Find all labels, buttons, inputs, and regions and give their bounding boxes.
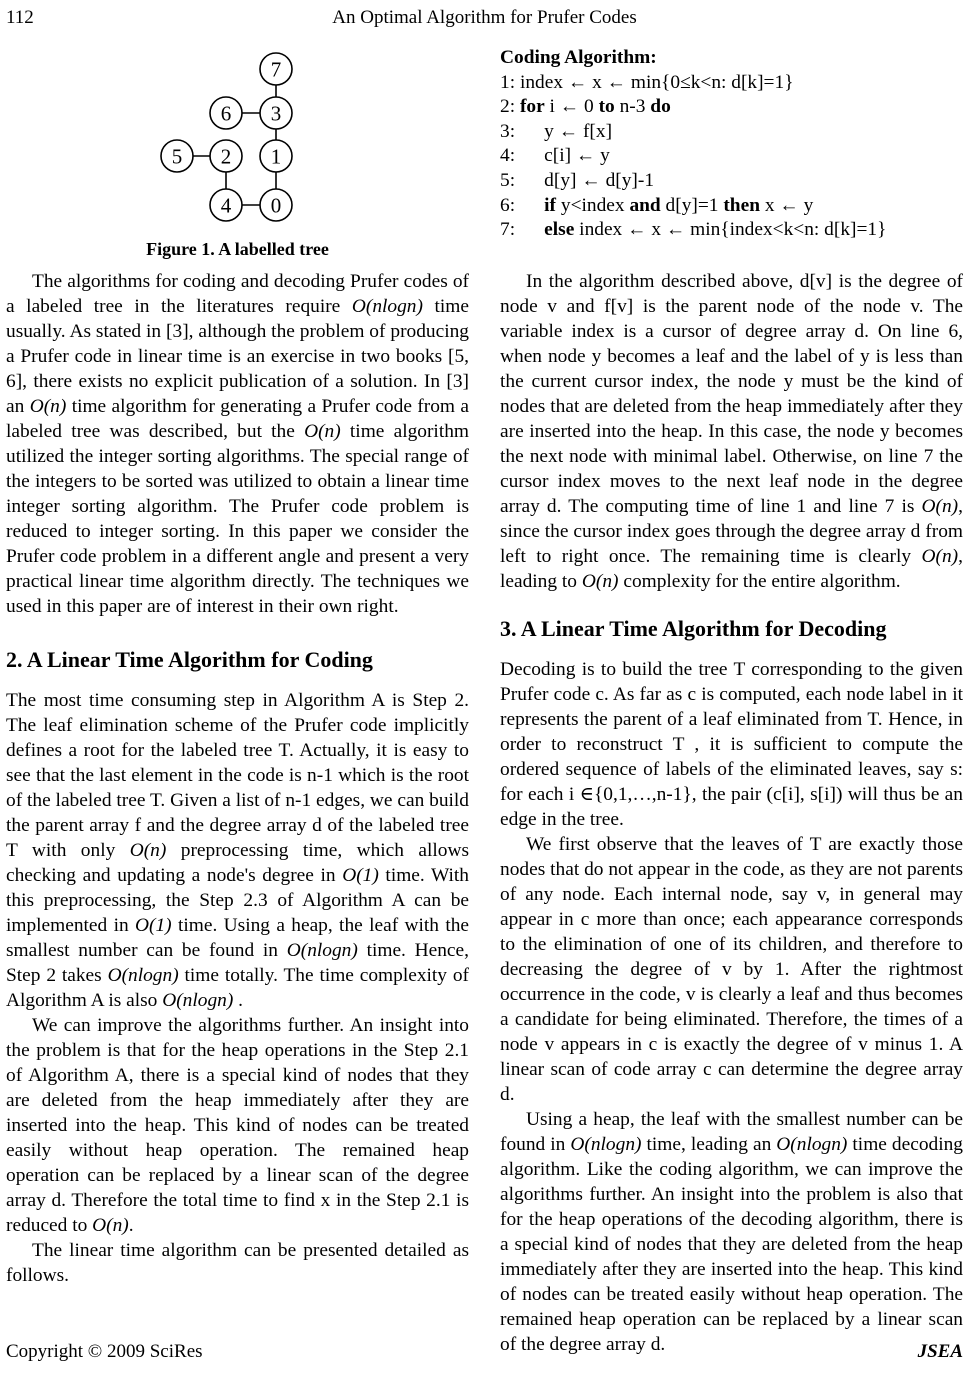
copyright-line: Copyright © 2009 SciRes bbox=[6, 1341, 203, 1362]
algorithm-line-number: 6: bbox=[500, 194, 545, 216]
tree-node-label: 1 bbox=[270, 144, 282, 169]
algorithm-code: y ← f[x] bbox=[544, 120, 613, 142]
algorithm-keyword: for bbox=[519, 96, 545, 118]
math-onlogn: O(nlogn) bbox=[570, 1134, 642, 1155]
left-column bbox=[6, 46, 469, 1288]
running-head bbox=[0, 6, 969, 34]
math-onlogn: O(nlogn) bbox=[107, 965, 179, 986]
algorithm-code: index ← x ← min{index<k<n: d[k]=1} bbox=[574, 219, 887, 241]
tree-node-label: 6 bbox=[220, 101, 232, 126]
tree-node-label: 2 bbox=[220, 144, 232, 169]
tree-node-label: 3 bbox=[270, 101, 282, 126]
paragraph-improve: We can improve the algorithms further. An insight into the problem is that for the heap operations in the Step 2.1 of Algorithm A, there is a special kind of nodes that they are deleted from the heap immediately after they are inserted into the heap. This kind of nodes can be treated easily without heap operation. The remained heap operation can be replaced by a linear scan of the degree array d. Therefore the total time to find x in the Step 2.1 is reduced to O(n). bbox=[6, 1015, 469, 1236]
math-on: O(n) bbox=[129, 840, 167, 861]
math-on: O(n) bbox=[304, 421, 341, 442]
algorithm-keyword: else bbox=[544, 219, 575, 241]
math-o1: O(1) bbox=[342, 865, 379, 886]
tree-node-label: 7 bbox=[270, 57, 282, 82]
paragraph-decoding-intro: Decoding is to build the tree T corresponding to the given Prufer code c. As far as c is computed, each node label in it represents the parent of a leaf eliminated from T. Hence, in order to reconstruct T , it is sufficient to compute the ordered sequence of labels of the eliminated leaves, say s: for each i ∈{0,1,…,n-1}, the pair (c[i], s[i]) will thus be an edge in the tree. bbox=[500, 659, 963, 830]
journal-abbrev: JSEA bbox=[917, 1341, 963, 1362]
algorithm-keyword: then bbox=[723, 194, 760, 216]
paragraph-heap-decoding: Using a heap, the leaf with the smallest number can be found in O(nlogn) time, leading an O(nlogn) time decoding algorithm. Like the coding algorithm, we can improve the algorithms further. An insight into the problem is also that for the heap operations of the decoding algorithm, there is a special kind of nodes that they are deleted from the heap immediately after they are inserted into the heap. This kind of nodes can be treated easily without heap operation. The remained heap operation can be replaced by a linear scan of the degree array d. bbox=[500, 1109, 963, 1355]
paragraph-intro: The algorithms for coding and decoding Prufer codes of a labeled tree in the literatures require O(nlogn) time usually. As stated in [3], although the problem of producing a Prufer code in linear time is an exercise in two books [5, 6], there exists no explicit publication of a solution. In [3] an O(n) time algorithm for generating a Prufer code from a labeled tree was described, but the O(n) time algorithm utilized the integer sorting algorithms. The special range of the integers to be sorted was utilized to obtain a linear time integer sorting algorithm. The Prufer code problem is reduced to integer sorting. In this paper we consider the Prufer code problem in a different angle and present a very practical linear time algorithm directly. The techniques we used in this paper are of interest in their own right. bbox=[6, 271, 469, 617]
paragraph-algo-explain: In the algorithm described above, d[v] is the degree of node v and f[v] is the parent node of the node v. The variable index is a cursor of degree array d. On line 6, when node y becomes a leaf and the label of y is less than the current cursor index, the node y must be the kind of nodes that are deleted from the heap immediately after they are inserted into the heap. In this case, the node y becomes the next node with minimal label. Otherwise, on line 7 the cursor index moves to the next leaf node in the degree array d. The computing time of line 1 and line 7 is O(n), since the cursor index goes through the degree array d from left to right once. The remaining time is clearly O(n), leading to O(n) complexity for the entire algorithm. bbox=[500, 271, 963, 592]
algorithm-keyword: to bbox=[598, 96, 615, 118]
section-3-heading: 3. A Linear Time Algorithm for Decoding bbox=[500, 616, 887, 641]
algorithm-code: n-3 bbox=[614, 96, 651, 118]
math-onlogn: O(nlogn) bbox=[351, 296, 423, 317]
page-number: 112 bbox=[6, 7, 34, 28]
math-on: O(n) bbox=[29, 396, 67, 417]
algorithm-code: d[y] ← d[y]-1 bbox=[544, 169, 655, 191]
algorithm-keyword: do bbox=[650, 96, 671, 118]
algorithm-heading: Coding Algorithm: bbox=[500, 47, 657, 68]
math-onlogn: O(nlogn) bbox=[162, 990, 234, 1011]
paragraph-leaves-observe: We first observe that the leaves of T are exactly those nodes that do not appear in the code, as they are not parents of any node. Each internal node, say v, in general may appear in c more than once; each appearance corresponds to the elimination of one of its children, and therefore to decreasing the degree of v by 1. After the rightmost occurrence in the code, v is clearly a leaf and thus becomes a candidate for being eliminated. Therefore, the times of a node v appears in c is exactly the degree of v minus 1. A linear scan of code array c can determine the degree array d. bbox=[500, 834, 963, 1105]
algorithm-code: y<index bbox=[556, 194, 630, 216]
math-onlogn: O(nlogn) bbox=[286, 940, 358, 961]
tree-node-label: 5 bbox=[171, 144, 183, 169]
algorithm-code: d[y]=1 bbox=[660, 194, 724, 216]
paragraph-follows: The linear time algorithm can be presented detailed as follows. bbox=[6, 1240, 469, 1286]
tree-node-label: 0 bbox=[270, 193, 282, 218]
math-o1: O(1) bbox=[135, 915, 172, 936]
algorithm-keyword: and bbox=[629, 194, 661, 216]
math-on: O(n) bbox=[921, 546, 959, 567]
math-on: O(n) bbox=[92, 1215, 129, 1236]
math-on: O(n) bbox=[921, 496, 959, 517]
algorithm-code: x ← y bbox=[759, 194, 814, 216]
algorithm-line-number: 5: bbox=[500, 169, 545, 191]
algorithm-line-number: 3: bbox=[500, 120, 545, 142]
tree-node-label: 4 bbox=[220, 193, 232, 218]
paragraph-step2: The most time consuming step in Algorithm A is Step 2. The leaf elimination scheme of the Prufer code implicitly defines a root for the labeled tree T. Actually, it is easy to see that the last element in the code is n-1 which is the root of the labeled tree T. Given a list of n-1 edges, we can build the parent array f and the degree array d of the labeled tree T with only O(n) preprocessing time, which allows checking and updating a node's degree in O(1) time. With this preprocessing, the Step 2.3 of Algorithm A can be implemented in O(1) time. Using a heap, the leaf with the smallest number can be found in O(nlogn) time. Hence, Step 2 takes O(nlogn) time totally. The time complexity of Algorithm A is also O(nlogn) . bbox=[6, 690, 470, 1011]
algorithm-line-number: 1: bbox=[500, 71, 520, 93]
right-column bbox=[500, 46, 963, 1357]
algorithm-line-number: 4: bbox=[500, 145, 545, 167]
algorithm-keyword: if bbox=[544, 194, 557, 216]
section-2-heading: 2. A Linear Time Algorithm for Coding bbox=[6, 647, 373, 672]
math-on: O(n) bbox=[581, 571, 619, 592]
page-footer bbox=[0, 1340, 969, 1370]
running-title: An Optimal Algorithm for Prufer Codes bbox=[332, 7, 637, 28]
algorithm-code: i ← 0 bbox=[544, 96, 599, 118]
algorithm-code: index ← x ← min{0≤k<n: d[k]=1} bbox=[519, 71, 794, 93]
algorithm-line-number: 7: bbox=[500, 219, 545, 241]
math-onlogn: O(nlogn) bbox=[776, 1134, 848, 1155]
algorithm-code: c[i] ← y bbox=[544, 145, 610, 167]
algorithm-line-number: 2: bbox=[500, 96, 520, 118]
figure-caption: Figure 1. A labelled tree bbox=[146, 239, 329, 259]
